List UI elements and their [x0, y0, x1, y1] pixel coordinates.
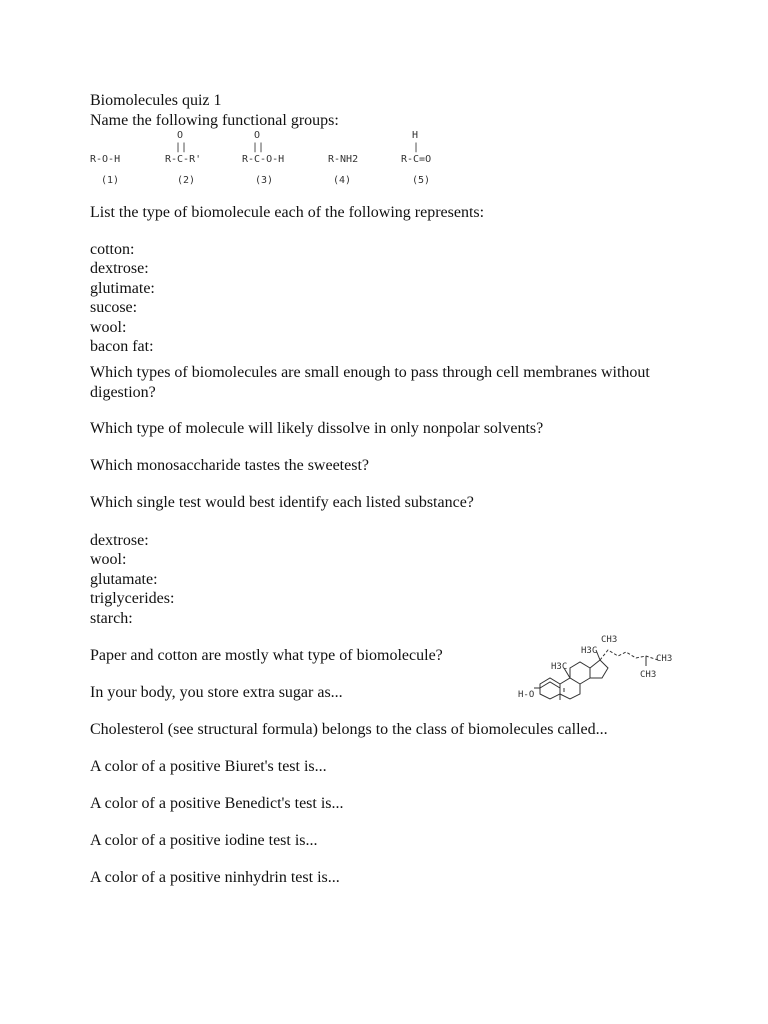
group-1-formula: R-O-H: [90, 154, 121, 165]
question-nonpolar: Which type of molecule will likely dissolve in only nonpolar solvents?: [90, 420, 544, 437]
hydroxyl-label: H-O: [518, 690, 535, 700]
list-item: wool:: [90, 551, 127, 568]
ring-a: [540, 682, 560, 700]
list-item: sucose:: [90, 299, 138, 316]
group-2-double-bond: ||: [175, 142, 188, 153]
group-3-number: (3): [255, 175, 274, 186]
list-item: glutamate:: [90, 571, 158, 588]
question-ninhydrin: A color of a positive ninhydrin test is...: [90, 869, 340, 886]
ring-b: [560, 678, 580, 699]
group-5-formula: R-C=O: [401, 154, 432, 165]
group-5-number: (5): [412, 175, 431, 186]
h3c-upper-label: H3C: [581, 646, 598, 656]
list-item: dextrose:: [90, 532, 149, 549]
group-2-oxygen: O: [177, 130, 184, 141]
ring-c: [570, 662, 590, 684]
list-item: wool:: [90, 319, 127, 336]
question-store-sugar: In your body, you store extra sugar as...: [90, 684, 343, 701]
question-paper-cotton: Paper and cotton are mostly what type of biomolecule?: [90, 647, 443, 664]
group-5-hydrogen: H: [412, 130, 419, 141]
quiz-title: Biomolecules quiz 1: [90, 92, 222, 109]
side-chain: [600, 650, 658, 660]
question-membranes: Which types of biomolecules are small enough to pass through cell membranes without digestion?: [90, 364, 650, 401]
question-cholesterol: Cholesterol (see structural formula) belongs to the class of biomolecules called...: [90, 721, 608, 738]
question-biuret: A color of a positive Biuret's test is...: [90, 758, 327, 775]
ch3-right-label: CH3: [656, 654, 673, 664]
list-item: cotton:: [90, 241, 135, 258]
question-benedict: A color of a positive Benedict's test is...: [90, 795, 344, 812]
list-item: triglycerides:: [90, 590, 175, 607]
question-sweetest: Which monosaccharide tastes the sweetest?: [90, 457, 369, 474]
group-4-formula: R-NH2: [328, 154, 359, 165]
list-item: starch:: [90, 610, 133, 627]
group-5-single-bond: |: [413, 142, 420, 153]
group-3-oxygen: O: [254, 130, 261, 141]
group-3-formula: R-C-O-H: [242, 154, 285, 165]
cholesterol-structure: [512, 628, 684, 700]
question-iodine: A color of a positive iodine test is...: [90, 832, 318, 849]
list-item: bacon fat:: [90, 338, 154, 355]
group-4-number: (4): [333, 175, 352, 186]
ring-a-full: [540, 678, 560, 699]
h3c-lower-label: H3C: [551, 662, 568, 672]
group-2-formula: R-C-R': [165, 154, 202, 165]
question-single-test: Which single test would best identify each listed substance?: [90, 494, 474, 511]
biomolecule-type-prompt: List the type of biomolecule each of the following represents:: [90, 204, 485, 221]
ch3-top-label: CH3: [601, 635, 618, 645]
group-1-number: (1): [101, 175, 120, 186]
functional-groups-prompt: Name the following functional groups:: [90, 112, 339, 129]
group-3-double-bond: ||: [252, 142, 265, 153]
ch3-chain-label: CH3: [640, 670, 657, 680]
ring-d: [590, 660, 608, 678]
list-item: glutimate:: [90, 280, 155, 297]
list-item: dextrose:: [90, 260, 149, 277]
group-2-number: (2): [177, 175, 196, 186]
